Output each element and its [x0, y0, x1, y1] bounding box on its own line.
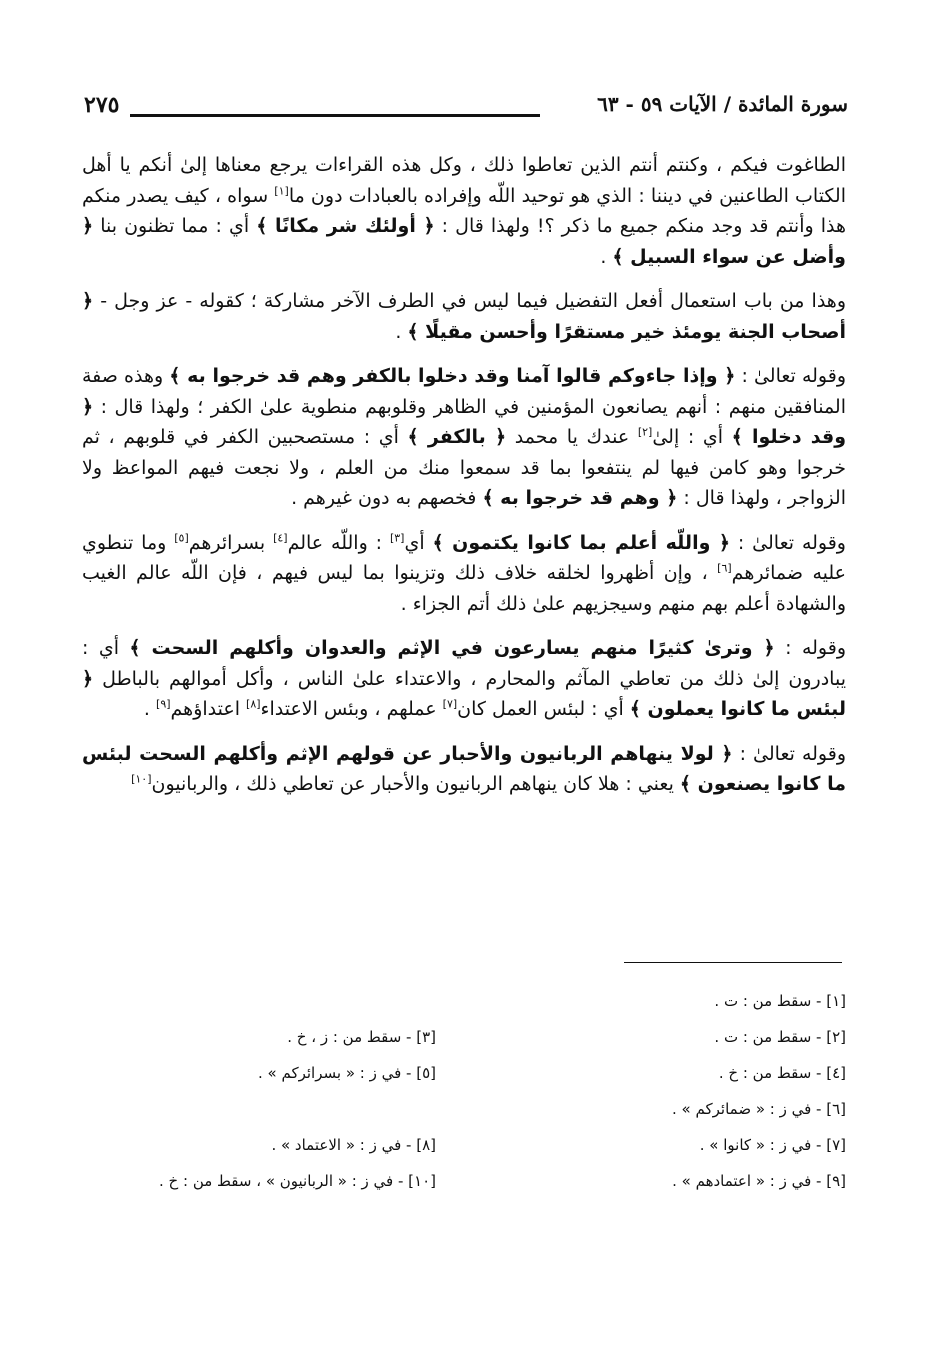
text-run: أي : لبئس العمل كان [457, 698, 630, 720]
footnote-ref: [٨] [246, 697, 261, 711]
footnote: [٣] - سقط من : ز ، خ . [287, 1028, 436, 1046]
footnote: [٤] - سقط من : خ . [718, 1064, 846, 1082]
text-run: أي : إلىٰ [652, 426, 732, 448]
quran-quote: ﴿ وترىٰ كثيرًا منهم يسارعون في الإثم والعدوان وأكلهم السحت ﴾ [129, 637, 775, 659]
footnote: [١] - سقط من : ت . [714, 992, 846, 1010]
text-run: أي : يبادرون إلىٰ ذلك من تعاطي المآثم والمحارم ، والاعتداء علىٰ الناس ، وأكل أموالهم بالباطل [82, 637, 846, 690]
text-run: الطاغوت فيكم ، وكنتم أنتم الذين تعاطوا ذلك ، وكل هذه القراءات يرجع معناها إلىٰ أنكم يا أهل الكتاب الطاعنين في ديننا : الذي هو توحيد اللّه وإفراده بالعبادات دون ما [82, 154, 846, 207]
paragraph [82, 150, 846, 272]
text-run: أي : مما تظنون بنا [93, 215, 257, 237]
quran-quote: ﴿ وهم قد خرجوا به ﴾ [482, 487, 678, 509]
footnote: [٨] - في ز : « الاعتماد » . [271, 1136, 436, 1154]
footnote-separator [624, 962, 842, 963]
quran-quote: ﴿ لبئس ما كانوا يعملون ﴾ [82, 667, 846, 720]
main-text [82, 150, 846, 814]
text-run: بسرائرهم [188, 531, 274, 554]
footnote-ref: [٦] [717, 561, 732, 575]
footnote: [١٠] - في ز : « الربانيون » ، سقط من : خ . [159, 1172, 436, 1190]
quran-quote: ﴿ وأضل عن سواء السبيل ﴾ [82, 215, 846, 268]
paragraph [82, 528, 846, 620]
page-number: ٢٧٥ [84, 92, 120, 118]
text-run: سواه ، كيف يصدر منكم هذا وأنتم قد وجد منكم جميع ما ذكر ؟! ولهذا قال : [82, 184, 846, 237]
footnote-ref: [٧] [442, 697, 458, 711]
footnote: [٩] - في ز : « اعتمادهم » . [672, 1172, 846, 1190]
text-run: وقوله تعالىٰ : [730, 531, 846, 554]
text-run: عندك يا محمد [506, 426, 638, 448]
footnote-ref: [١] [274, 184, 289, 198]
footnote-ref: [٩] [156, 697, 171, 711]
text-run: أي [404, 531, 433, 554]
footnote: [٦] - في ز : « ضمائركم » . [672, 1100, 846, 1118]
text-run: وهذه صفة المنافقين منهم : أنهم يصانعون المؤمنين في الظاهر وقلوبهم منطوية علىٰ الكفر ؛ ولهذا قال : [82, 365, 846, 418]
text-run: : واللّه عالم [287, 531, 390, 554]
paragraph [82, 361, 846, 514]
running-title: سورة المائدة / الآيات ٥٩ - ٦٣ [597, 92, 848, 116]
page-header [84, 92, 848, 128]
footnote-ref: [١٠] [131, 772, 152, 786]
paragraph [82, 633, 846, 725]
text-run: وقوله تعالىٰ : [735, 365, 846, 387]
text-run: وهذا من باب استعمال أفعل التفضيل فيما ليس في الطرف الآخر مشاركة ؛ كقوله - عز وجل - [93, 290, 846, 312]
footnote-ref: [٢] [637, 425, 653, 439]
text-run: . [600, 245, 613, 268]
quran-quote: ﴿ وقد دخلوا ﴾ [82, 395, 847, 448]
paragraph [82, 739, 846, 800]
text-run: ، وإن أظهروا لخلقه خلاف ذلك وتزينوا بما ليس فيهم ، فإن اللّه عالم الغيب والشهادة أعلم بهم منهم وسيجزيهم علىٰ ذلك أتم الجزاء . [82, 562, 846, 615]
quran-quote: ﴿ لولا ينهاهم الربانيون والأحبار عن قولهم الإثم وأكلهم السحت لبئس ما كانوا يصنعون ﴾ [82, 742, 846, 795]
text-run: فخصهم به دون غيرهم . [291, 487, 483, 509]
text-run: اعتداؤهم [170, 698, 247, 720]
footnote-ref: [٤] [273, 531, 288, 545]
quran-quote: ﴿ وإذا جاءوكم قالوا آمنا وقد دخلوا بالكفر وهم قد خرجوا به ﴾ [169, 365, 736, 387]
footnote-ref: [٥] [174, 531, 189, 545]
quran-quote: ﴿ أصحاب الجنة يومئذ خير مستقرًا وأحسن مقيلًا ﴾ [82, 290, 846, 343]
quran-quote: ﴿ واللّه أعلم بما كانوا يكتمون ﴾ [432, 531, 730, 554]
quran-quote: ﴿ أولئك شر مكانًا ﴾ [256, 215, 435, 237]
text-run: وقوله تعالىٰ : [732, 742, 846, 765]
header-rule [130, 114, 540, 117]
paragraph [82, 286, 846, 347]
text-run: يعني : هلا كان ينهاهم الربانيون والأحبار عن تعاطي ذلك ، والربانيون [151, 773, 680, 795]
footnote: [٧] - في ز : « كانوا » . [699, 1136, 846, 1154]
text-run: عملهم ، وبئس الاعتداء [260, 698, 443, 720]
text-run: . [143, 698, 157, 720]
text-run: وما تنطوي عليه ضمائرهم [82, 531, 846, 584]
text-run: وقوله : [774, 637, 846, 659]
quran-quote: ﴿ بالكفر ﴾ [407, 426, 507, 448]
footnote: [٥] - في ز : « بسرائركم » . [258, 1064, 436, 1082]
footnote: [٢] - سقط من : ت . [714, 1028, 846, 1046]
footnote-ref: [٣] [389, 531, 405, 545]
text-run: . [395, 320, 408, 343]
text-run: أي : مستصحبين الكفر في قلوبهم ، ثم خرجوا وهو كامن فيها لم ينتفعوا بما قد سمعوا منك من العلم ، ولا نجعت فيهم المواعظ ولا الزواجر ، ولهذا قال : [82, 426, 846, 509]
